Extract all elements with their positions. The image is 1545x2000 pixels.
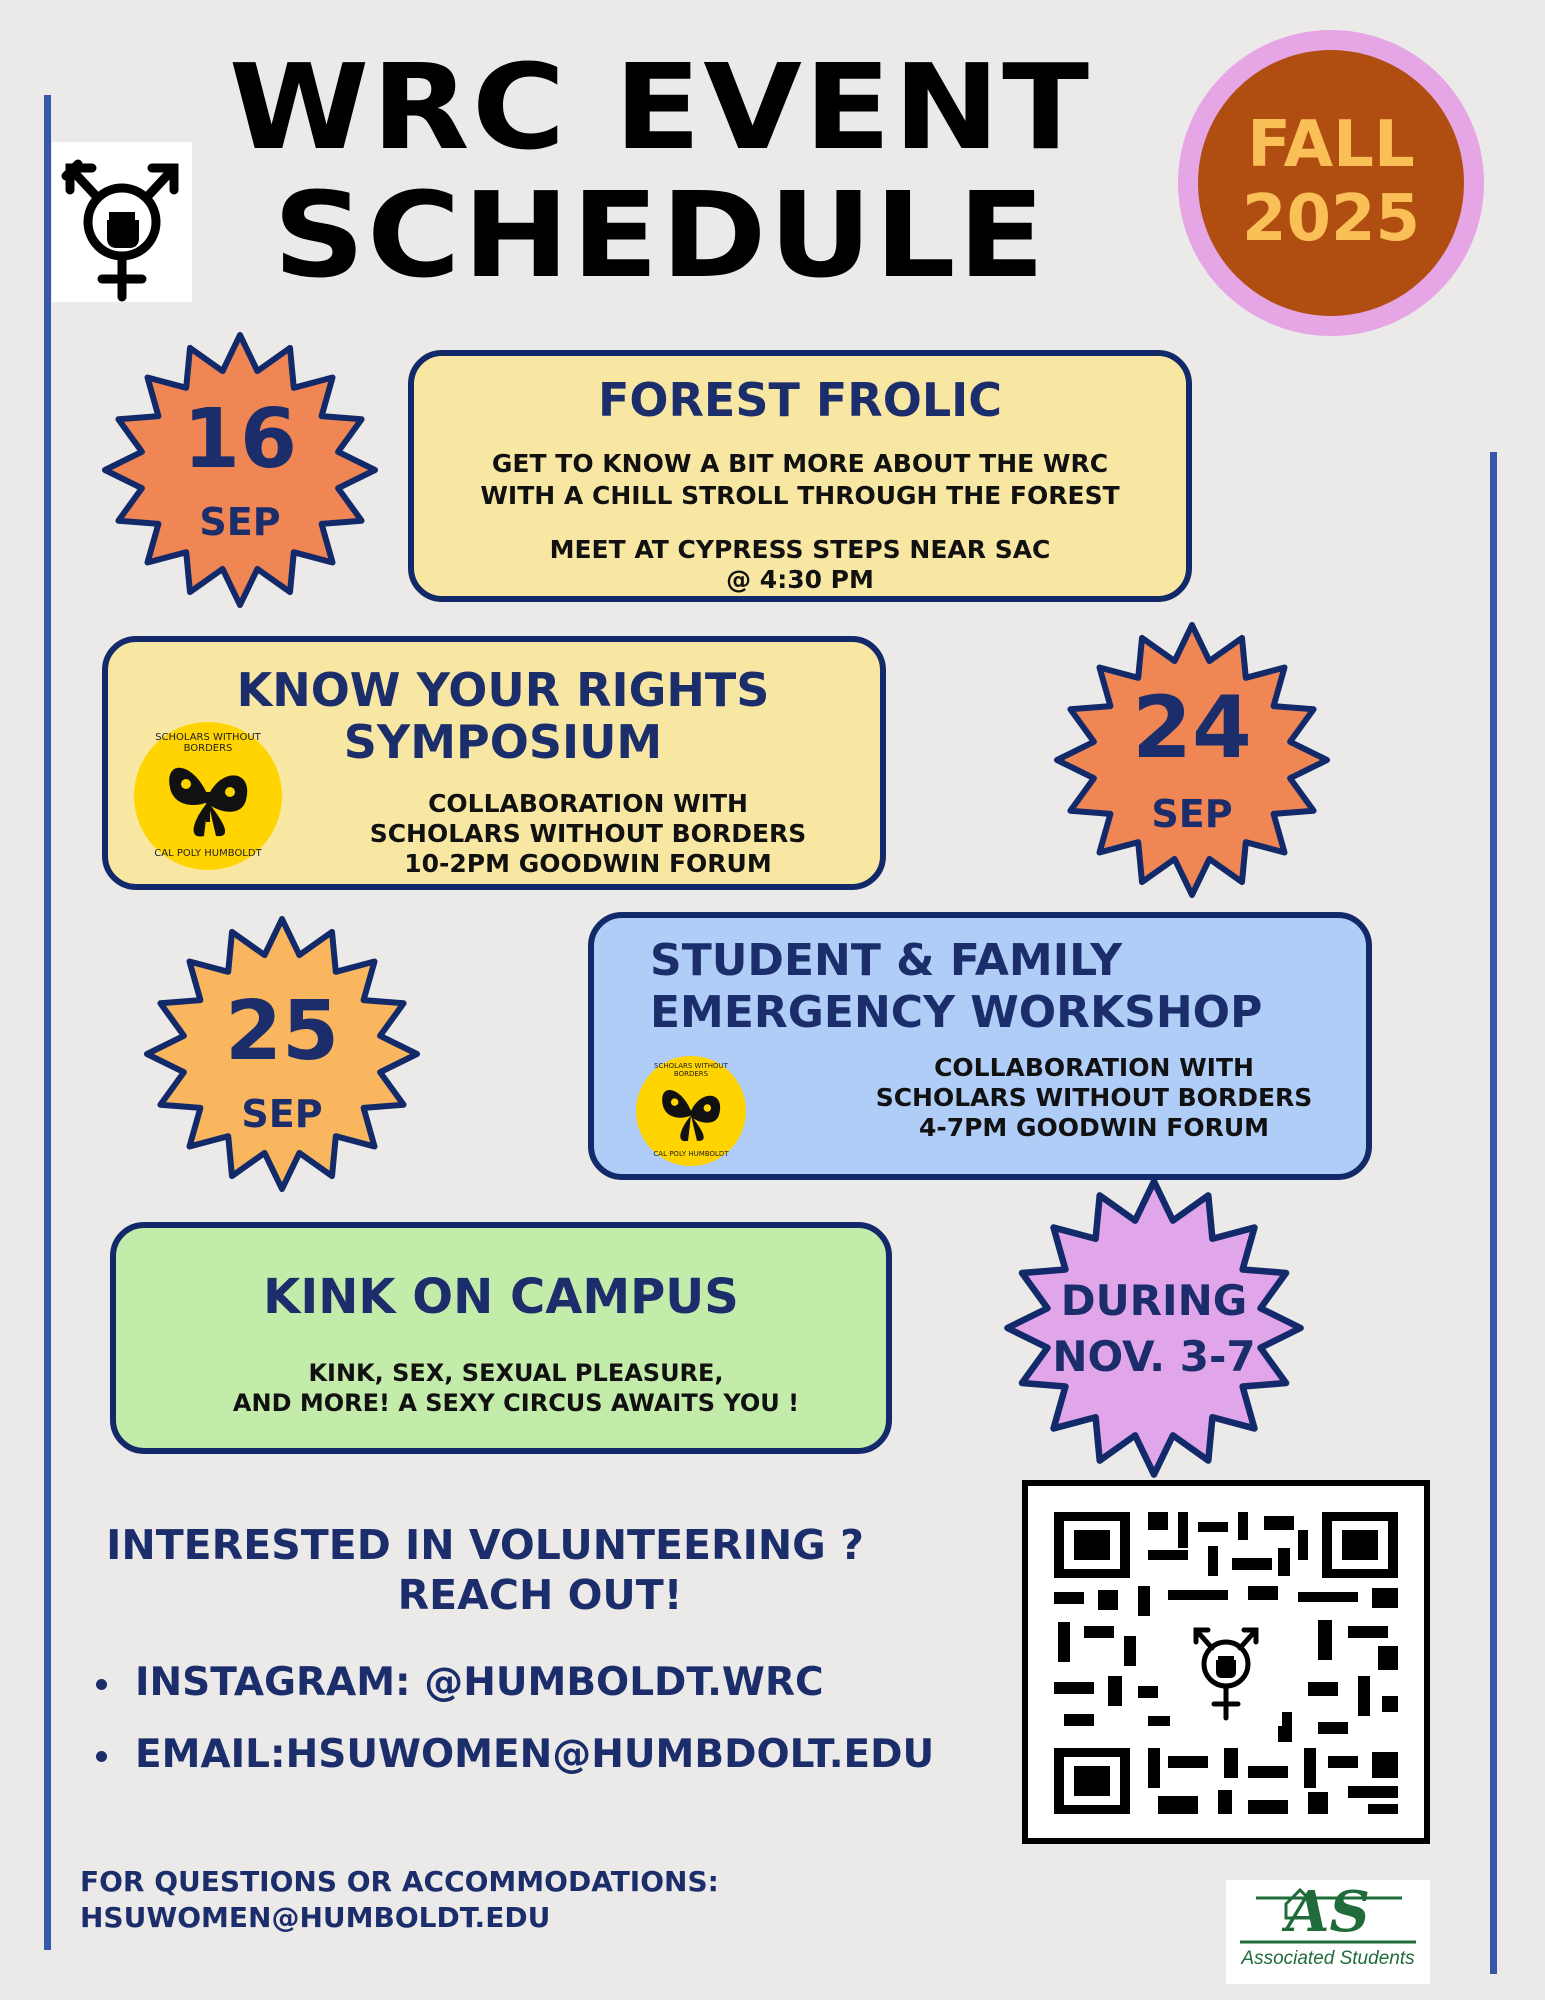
event-time: @ 4:30 PM xyxy=(726,565,874,594)
page-title-line1: WRC EVENT xyxy=(228,38,1092,176)
event-day: 24 xyxy=(1132,678,1252,778)
event-title: KINK ON CAMPUS xyxy=(263,1269,739,1325)
event-location: MEET AT CYPRESS STEPS NEAR SAC xyxy=(549,535,1051,564)
season-label: FALL xyxy=(1247,108,1415,183)
event-collab-line: COLLABORATION WITH xyxy=(934,1053,1254,1082)
logo-bottom-text: CAL POLY HUMBOLDT xyxy=(653,1150,729,1158)
event-description-line2: WITH A CHILL STROLL THROUGH THE FOREST xyxy=(480,481,1120,510)
event-day: 16 xyxy=(182,392,298,487)
event-time-location: 10-2PM GOODWIN FORUM xyxy=(404,849,772,878)
left-border-line xyxy=(44,95,51,1950)
event-collab-line: COLLABORATION WITH xyxy=(428,789,748,818)
email-contact[interactable] xyxy=(96,1732,934,1777)
event-time-location: 4-7PM GOODWIN FORUM xyxy=(918,1113,1270,1142)
questions-line1: FOR QUESTIONS OR ACCOMMODATIONS: xyxy=(80,1865,719,1898)
associated-students-logo xyxy=(1226,1880,1430,1984)
event-month: SEP xyxy=(241,1092,323,1136)
season-badge xyxy=(1178,30,1484,336)
date-badge-nov xyxy=(1002,1176,1306,1480)
event-partner-line: SCHOLARS WITHOUT BORDERS xyxy=(369,819,807,848)
date-badge-25-sep xyxy=(142,914,422,1194)
starburst-shape xyxy=(1007,1181,1300,1474)
event-partner-line: SCHOLARS WITHOUT BORDERS xyxy=(875,1083,1313,1112)
event-description-line2: AND MORE! A SEXY CIRCUS AWAITS YOU ! xyxy=(232,1389,800,1417)
event-title-line1: KNOW YOUR RIGHTS xyxy=(236,663,770,717)
date-badge-24-sep xyxy=(1052,620,1332,900)
event-month: SEP xyxy=(199,500,281,544)
bullet-icon xyxy=(96,1679,107,1690)
event-title-line2: SYMPOSIUM xyxy=(343,715,663,769)
page-title-line2: SCHEDULE xyxy=(273,166,1047,304)
bullet-icon xyxy=(96,1751,107,1762)
email-address[interactable]: EMAIL:HSUWOMEN@HUMBDOLT.EDU xyxy=(135,1732,935,1777)
volunteer-heading-line1: INTERESTED IN VOLUNTEERING ? xyxy=(106,1521,864,1569)
event-day: 25 xyxy=(224,984,340,1079)
event-card-know-your-rights xyxy=(102,636,886,890)
logo-top-text: SCHOLARS WITHOUT BORDERS xyxy=(155,732,261,754)
scholars-without-borders-logo xyxy=(636,1056,746,1166)
right-border-line xyxy=(1490,452,1497,1974)
as-logo-text: Associated Students xyxy=(1241,1948,1415,1969)
logo-bottom-text: CAL POLY HUMBOLDT xyxy=(154,848,262,859)
instagram-handle[interactable]: INSTAGRAM: @HUMBOLDT.WRC xyxy=(135,1660,824,1705)
scholars-without-borders-logo xyxy=(134,722,282,870)
event-description-line1: GET TO KNOW A BIT MORE ABOUT THE WRC xyxy=(491,449,1109,478)
event-title: FOREST FROLIC xyxy=(597,373,1003,427)
as-logo-letters: AS xyxy=(1286,1879,1370,1945)
instagram-contact[interactable] xyxy=(96,1660,824,1705)
event-title-line2: EMERGENCY WORKSHOP xyxy=(650,987,1263,1038)
event-card-forest-frolic xyxy=(408,350,1192,602)
qr-code[interactable] xyxy=(1022,1480,1430,1844)
event-when-line2: NOV. 3-7 xyxy=(1052,1332,1256,1381)
season-year: 2025 xyxy=(1241,182,1421,256)
logo-top-text: SCHOLARS WITHOUT BORDERS xyxy=(654,1062,728,1078)
questions-email[interactable]: HSUWOMEN@HUMBOLDT.EDU xyxy=(80,1901,551,1934)
date-badge-16-sep xyxy=(100,330,380,610)
event-description-line1: KINK, SEX, SEXUAL PLEASURE, xyxy=(308,1359,724,1387)
event-when-line1: DURING xyxy=(1060,1276,1248,1325)
event-title-line1: STUDENT & FAMILY xyxy=(650,935,1123,986)
event-card-kink-on-campus xyxy=(110,1222,892,1454)
event-card-emergency-workshop xyxy=(588,912,1372,1180)
volunteer-heading-line2: REACH OUT! xyxy=(397,1571,683,1619)
event-month: SEP xyxy=(1151,792,1233,836)
